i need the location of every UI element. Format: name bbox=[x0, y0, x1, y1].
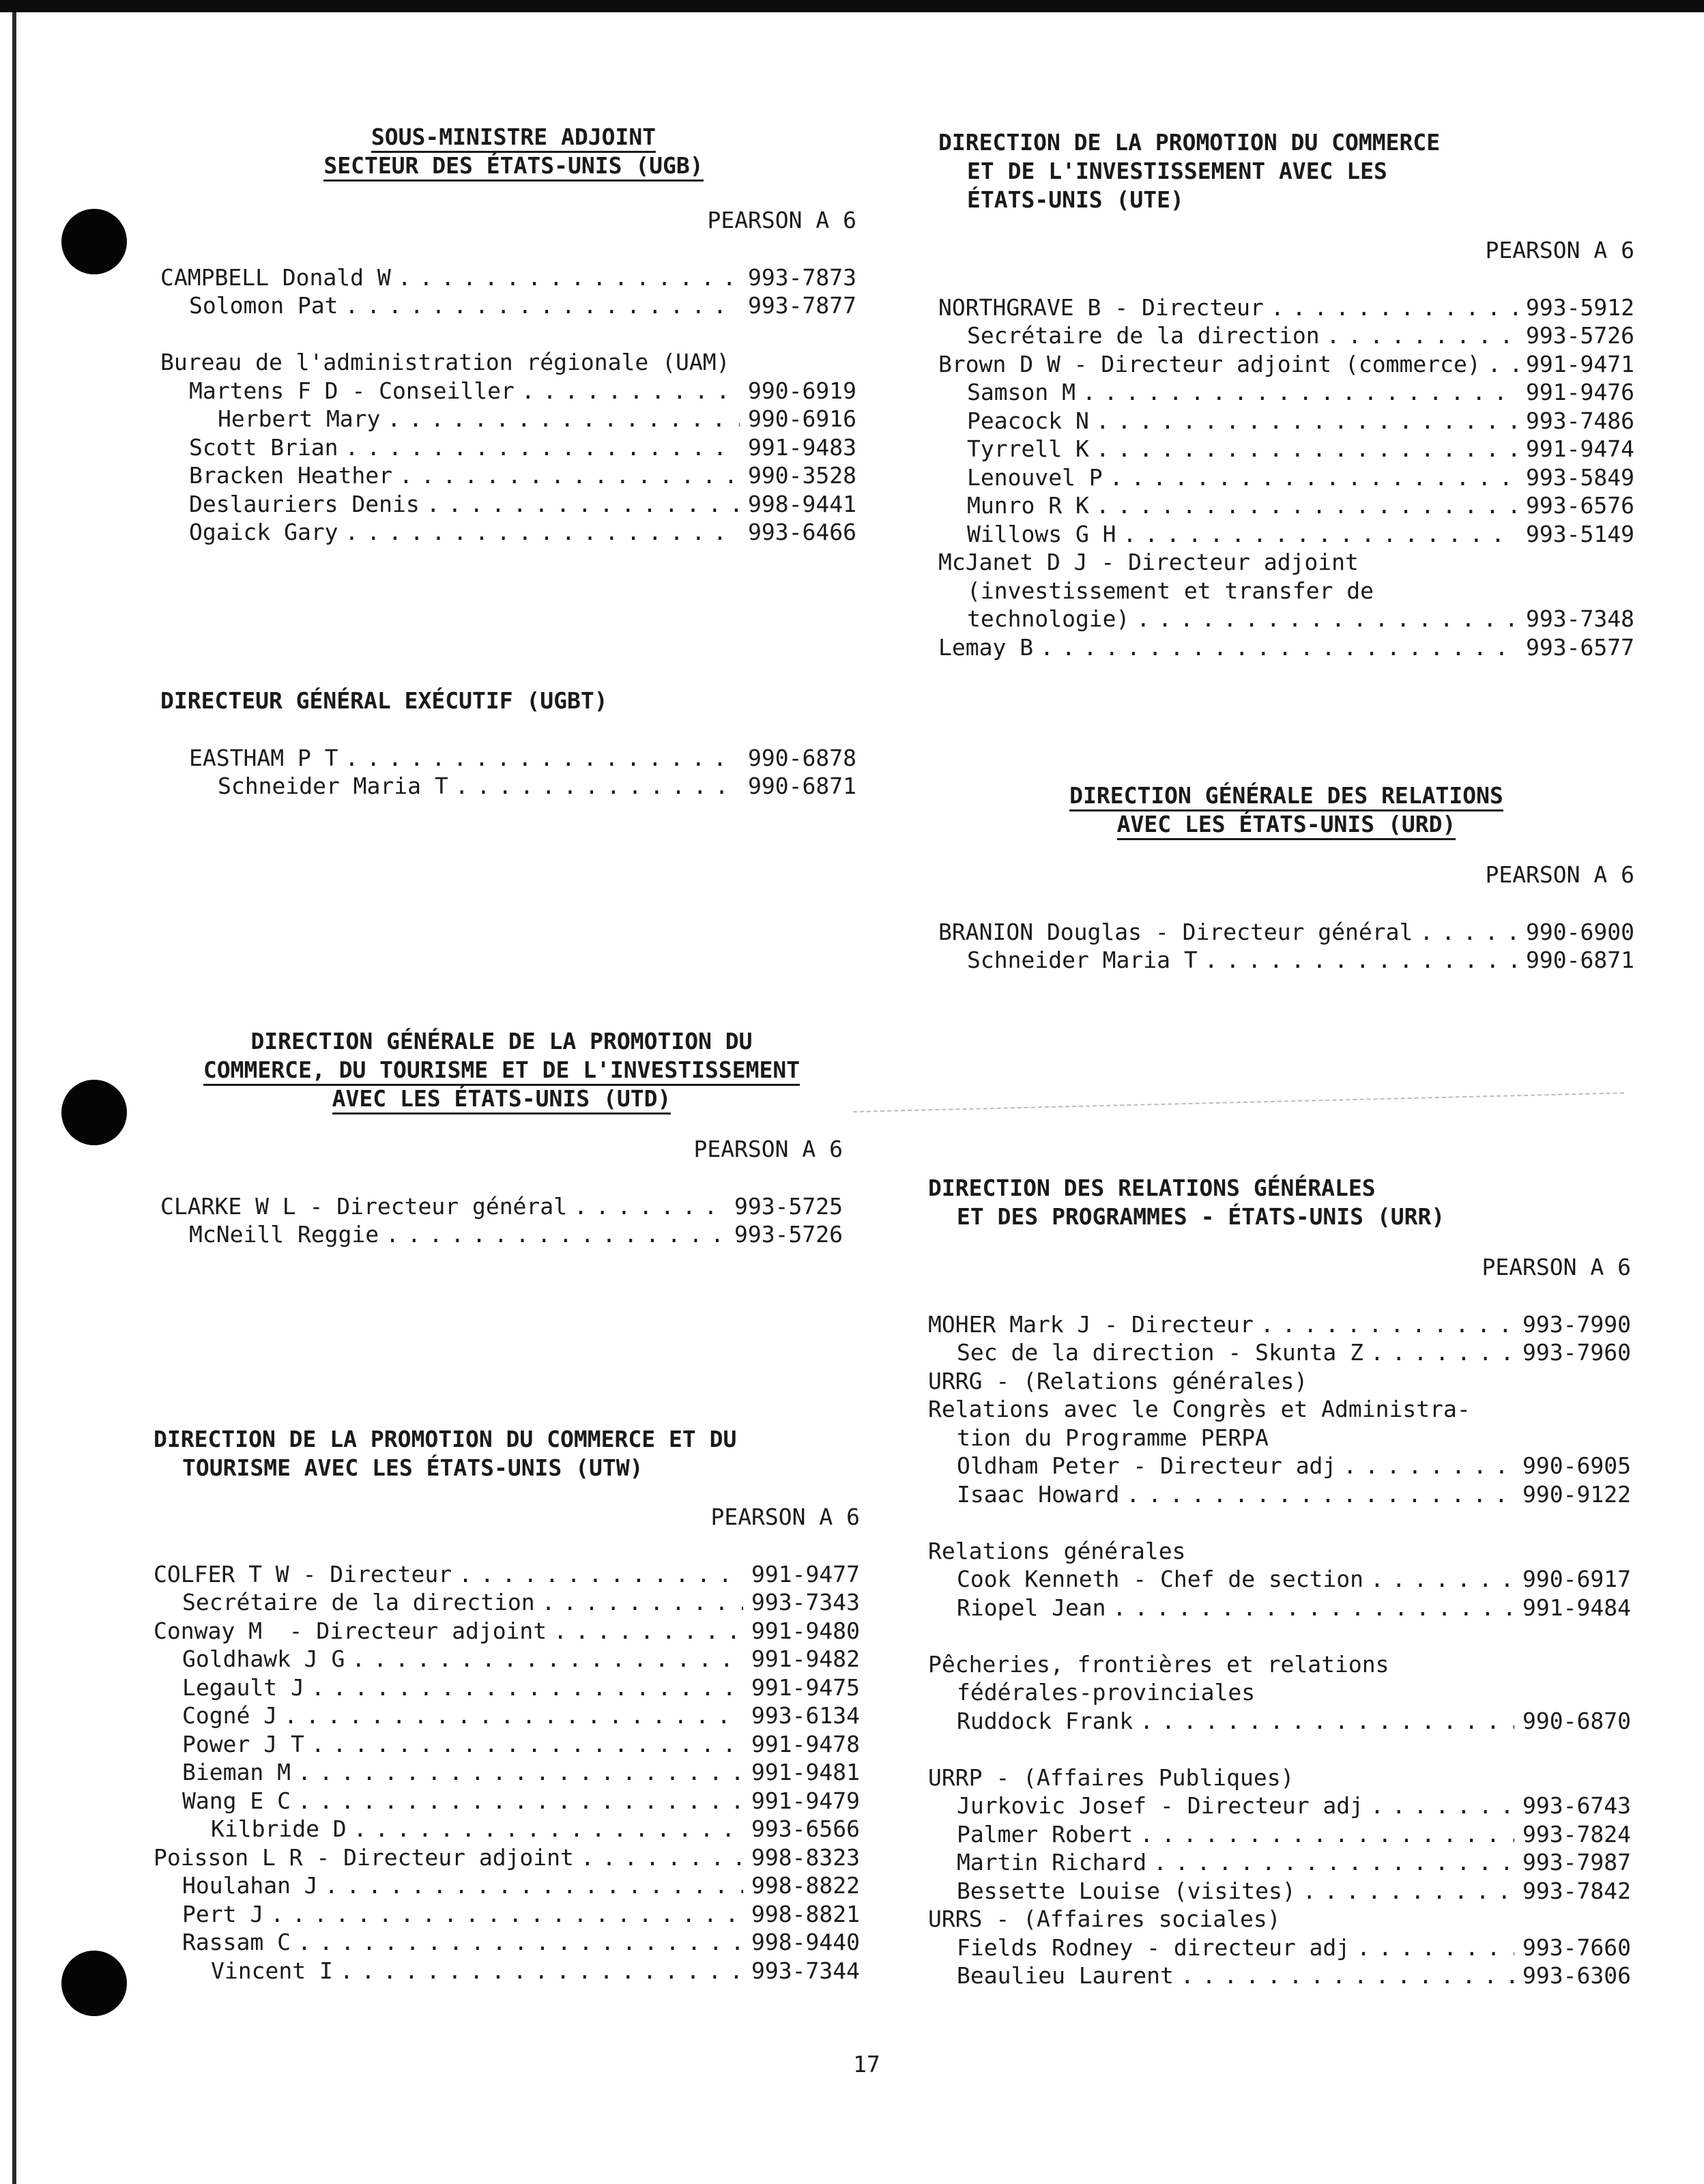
dot-leader bbox=[553, 1617, 743, 1646]
entry-name: Power J T bbox=[182, 1730, 304, 1757]
dot-leader bbox=[284, 1701, 743, 1730]
dot-leader bbox=[1082, 378, 1518, 407]
utd-title-line1: DIRECTION GÉNÉRALE DE LA PROMOTION DU bbox=[250, 1028, 753, 1054]
entry-name: Schneider Maria T bbox=[218, 773, 448, 799]
utw-entries bbox=[154, 1560, 860, 1985]
entry-phone: 993-7344 bbox=[751, 1957, 860, 1984]
binder-hole-top bbox=[61, 209, 127, 274]
entry-name: Cook Kenneth - Chef de section bbox=[957, 1566, 1364, 1592]
page-number: 17 bbox=[853, 2051, 880, 2078]
dot-leader bbox=[1181, 1962, 1514, 1990]
entry-phone: 991-9481 bbox=[751, 1759, 860, 1785]
entry-name: Scott Brian bbox=[189, 433, 338, 461]
entry-phone: 991-9483 bbox=[748, 433, 856, 461]
urrg-label: URRG - (Relations générales) bbox=[928, 1367, 1308, 1394]
section-utw bbox=[154, 1425, 860, 1985]
dot-leader bbox=[1096, 435, 1518, 463]
entry-phone: 991-9474 bbox=[1526, 435, 1634, 462]
dot-leader bbox=[1370, 1792, 1514, 1820]
dot-leader bbox=[1488, 350, 1518, 379]
entry-name: Tyrrell K bbox=[967, 435, 1089, 462]
section-ugb bbox=[160, 123, 867, 180]
entry-name: MOHER Mark J - Directeur bbox=[928, 1310, 1254, 1338]
directory-entry bbox=[928, 1848, 1631, 1877]
entry-phone: 990-6917 bbox=[1522, 1566, 1631, 1592]
entry-phone: 993-7343 bbox=[751, 1589, 860, 1615]
entry-name: Vincent I bbox=[211, 1957, 333, 1984]
utw-pearson: PEARSON A 6 bbox=[710, 1504, 860, 1530]
entry-phone: 993-7873 bbox=[748, 263, 856, 291]
entry-name: NORTHGRAVE B - Directeur bbox=[938, 293, 1264, 321]
congres-line2: tion du Programme PERPA bbox=[957, 1424, 1269, 1451]
peche-line2: fédérales-provinciales bbox=[957, 1679, 1256, 1706]
entry-name: Cogné J bbox=[182, 1702, 278, 1729]
entry-name: CAMPBELL Donald W bbox=[160, 263, 391, 291]
entry-phone: 991-9475 bbox=[751, 1673, 860, 1701]
entry-phone: 990-6871 bbox=[1526, 947, 1634, 973]
directory-entry bbox=[928, 1792, 1631, 1820]
directory-entry bbox=[160, 1220, 843, 1249]
directory-entry bbox=[160, 263, 856, 292]
entry-name: Conway M - Directeur adjoint bbox=[154, 1617, 547, 1644]
dot-leader bbox=[351, 1645, 743, 1673]
directory-entry bbox=[160, 744, 856, 773]
directory-entry bbox=[938, 605, 1634, 633]
entry-phone: 990-6871 bbox=[748, 773, 856, 799]
directory-entry bbox=[928, 1934, 1631, 1962]
utd-title-line3: AVEC LES ÉTATS-UNIS (UTD) bbox=[332, 1085, 672, 1115]
dot-leader bbox=[455, 772, 740, 801]
directory-entry bbox=[928, 1707, 1631, 1736]
urr-entries-a bbox=[928, 1310, 1631, 1367]
entry-phone: 993-5725 bbox=[734, 1192, 843, 1220]
entry-name: Beaulieu Laurent bbox=[957, 1962, 1174, 1989]
entry-phone: 993-7348 bbox=[1526, 605, 1634, 632]
dot-leader bbox=[345, 744, 740, 773]
ute-mcjanet-line2: (investissement et transfer de bbox=[967, 577, 1374, 604]
entry-phone: 991-9479 bbox=[751, 1787, 860, 1814]
dot-leader bbox=[1370, 1565, 1514, 1594]
entry-phone: 993-5849 bbox=[1526, 463, 1634, 491]
dot-leader bbox=[1327, 321, 1518, 350]
ute-entries-b bbox=[938, 605, 1634, 661]
scan-top-edge bbox=[0, 0, 1704, 12]
dot-leader bbox=[1110, 463, 1518, 492]
entry-phone: 990-6900 bbox=[1526, 918, 1634, 945]
entry-phone: 993-7824 bbox=[1522, 1820, 1631, 1848]
dot-leader bbox=[427, 490, 740, 519]
entry-name: Jurkovic Josef - Directeur adj bbox=[957, 1792, 1364, 1819]
dot-leader bbox=[1153, 1848, 1514, 1877]
entry-phone: 991-9471 bbox=[1526, 350, 1634, 377]
urrp-label: URRP - (Affaires Publiques) bbox=[928, 1764, 1295, 1791]
dot-leader bbox=[1370, 1338, 1514, 1367]
dot-leader bbox=[574, 1192, 726, 1221]
directory-entry bbox=[160, 433, 856, 462]
dot-leader bbox=[1357, 1934, 1514, 1962]
dot-leader bbox=[1040, 633, 1518, 662]
entry-phone: 998-9440 bbox=[751, 1929, 860, 1955]
directory-entry bbox=[160, 461, 856, 490]
entry-phone: 993-6566 bbox=[751, 1815, 860, 1842]
dot-leader bbox=[459, 1560, 743, 1589]
directory-entry bbox=[154, 1957, 860, 1985]
entry-phone: 993-5912 bbox=[1526, 293, 1634, 321]
directory-entry bbox=[938, 463, 1634, 492]
dot-leader bbox=[1260, 1310, 1514, 1339]
section-ute bbox=[938, 128, 1634, 661]
dot-leader bbox=[1140, 1707, 1514, 1736]
entry-name: Samson M bbox=[967, 379, 1075, 405]
urr-title-line1: DIRECTION DES RELATIONS GÉNÉRALES bbox=[928, 1175, 1376, 1201]
uam-label: Bureau de l'administration régionale (UAM) bbox=[160, 349, 730, 375]
urd-pearson: PEARSON A 6 bbox=[1485, 861, 1634, 888]
dot-leader bbox=[353, 1815, 743, 1843]
urd-title-line2: AVEC LES ÉTATS-UNIS (URD) bbox=[1117, 811, 1456, 840]
directory-entry bbox=[928, 1962, 1631, 1990]
entry-name: Goldhawk J G bbox=[182, 1646, 345, 1672]
entry-name: Secrétaire de la direction bbox=[182, 1589, 535, 1615]
congres-line1: Relations avec le Congrès et Administra- bbox=[928, 1396, 1471, 1422]
dot-leader bbox=[1271, 293, 1518, 322]
dot-leader bbox=[1140, 1820, 1514, 1849]
directory-entry bbox=[154, 1787, 860, 1815]
ute-title-line1: DIRECTION DE LA PROMOTION DU COMMERCE bbox=[938, 129, 1441, 156]
directory-entry bbox=[928, 1877, 1631, 1906]
dot-leader bbox=[1204, 946, 1518, 975]
directory-entry bbox=[938, 633, 1634, 662]
dot-leader bbox=[345, 433, 740, 462]
utd-entries bbox=[160, 1192, 843, 1249]
entry-phone: 993-5149 bbox=[1526, 520, 1634, 547]
ugb-title-line2: SECTEUR DES ÉTATS-UNIS (UGB) bbox=[323, 152, 703, 182]
directory-entry bbox=[160, 490, 856, 519]
dot-leader bbox=[542, 1588, 743, 1617]
urd-entries bbox=[938, 918, 1634, 975]
ute-mcjanet-line1: McJanet D J - Directeur adjoint bbox=[938, 549, 1359, 575]
entry-phone: 993-7486 bbox=[1526, 407, 1634, 434]
directory-entry bbox=[928, 1480, 1631, 1509]
ute-entries-a bbox=[938, 293, 1634, 549]
directory-entry bbox=[154, 1758, 860, 1787]
entry-name: Bessette Louise (visites) bbox=[957, 1877, 1296, 1904]
dot-leader bbox=[270, 1900, 743, 1929]
entry-name: Willows G H bbox=[967, 520, 1116, 547]
relgen-label: Relations générales bbox=[928, 1537, 1186, 1564]
section-urd bbox=[938, 781, 1634, 975]
entry-name: Bracken Heather bbox=[189, 462, 393, 489]
entry-phone: 998-9441 bbox=[748, 490, 856, 517]
entry-phone: 990-6919 bbox=[748, 377, 856, 404]
entry-name: Deslauriers Denis bbox=[189, 490, 420, 517]
entry-name: Palmer Robert bbox=[957, 1820, 1133, 1848]
entry-phone: 990-6916 bbox=[748, 405, 856, 432]
dot-leader bbox=[1136, 605, 1518, 633]
entry-name: Poisson L R - Directeur adjoint bbox=[154, 1843, 574, 1871]
directory-entry bbox=[938, 491, 1634, 520]
directory-entry bbox=[154, 1730, 860, 1759]
entry-name: Herbert Mary bbox=[218, 405, 381, 432]
entry-phone: 993-7877 bbox=[748, 292, 856, 319]
directory-entry bbox=[938, 293, 1634, 322]
dot-leader bbox=[398, 263, 740, 292]
entry-name: COLFER T W - Directeur bbox=[154, 1560, 452, 1587]
directory-entry bbox=[154, 1701, 860, 1730]
dot-leader bbox=[298, 1758, 743, 1787]
dot-leader bbox=[1096, 407, 1518, 435]
directory-entry bbox=[928, 1338, 1631, 1367]
entry-phone: 998-8822 bbox=[751, 1872, 860, 1899]
entry-name: Martin Richard bbox=[957, 1849, 1147, 1876]
directory-entry bbox=[160, 377, 856, 405]
directory-entry bbox=[154, 1673, 860, 1702]
binder-hole-middle bbox=[61, 1080, 127, 1145]
urr-entries-d bbox=[928, 1707, 1631, 1736]
peche-line1: Pêcheries, frontières et relations bbox=[928, 1650, 1389, 1678]
urr-title-line2: ET DES PROGRAMMES - ÉTATS-UNIS (URR) bbox=[957, 1203, 1445, 1230]
section-utd bbox=[160, 1027, 843, 1249]
entry-phone: 993-6577 bbox=[1526, 633, 1634, 661]
entry-phone: 993-7842 bbox=[1522, 1877, 1631, 1904]
entry-name: Oldham Peter - Directeur adj bbox=[957, 1452, 1337, 1479]
entry-name: Houlahan J bbox=[182, 1872, 318, 1899]
entry-phone: 993-6743 bbox=[1522, 1792, 1631, 1819]
urd-title-line1: DIRECTION GÉNÉRALE DES RELATIONS bbox=[1069, 782, 1503, 811]
entry-phone: 993-7987 bbox=[1522, 1849, 1631, 1876]
dot-leader bbox=[399, 461, 740, 490]
ugb-pearson: PEARSON A 6 bbox=[707, 207, 856, 233]
urr-entries-e bbox=[928, 1792, 1631, 1905]
dot-leader bbox=[345, 518, 740, 547]
directory-entry bbox=[928, 1594, 1631, 1622]
directory-entry bbox=[154, 1928, 860, 1957]
entry-phone: 990-3528 bbox=[748, 462, 856, 489]
directory-entry bbox=[154, 1815, 860, 1843]
utd-pearson: PEARSON A 6 bbox=[693, 1136, 843, 1162]
dot-leader bbox=[340, 1957, 743, 1985]
entry-phone: 990-9122 bbox=[1522, 1480, 1631, 1508]
entry-name: Isaac Howard bbox=[957, 1480, 1120, 1508]
dot-leader bbox=[521, 377, 740, 405]
directory-entry bbox=[160, 291, 856, 320]
entry-name: Sec de la direction - Skunta Z bbox=[957, 1339, 1364, 1366]
directory-entry bbox=[928, 1565, 1631, 1594]
directory-entry bbox=[154, 1843, 860, 1872]
entry-name: Legault J bbox=[182, 1673, 304, 1701]
ute-title-line3: ÉTATS-UNIS (UTE) bbox=[967, 186, 1184, 213]
entry-phone: 993-5726 bbox=[734, 1221, 843, 1248]
ugb-title-line1: SOUS-MINISTRE ADJOINT bbox=[371, 124, 656, 153]
entry-name: technologie) bbox=[967, 605, 1130, 632]
directory-entry bbox=[938, 321, 1634, 350]
entry-phone: 991-9476 bbox=[1526, 379, 1634, 405]
directory-entry bbox=[154, 1617, 860, 1646]
entry-phone: 993-6134 bbox=[751, 1702, 860, 1729]
directory-entry bbox=[160, 772, 856, 801]
urr-entries-b bbox=[928, 1452, 1631, 1508]
entry-name: Brown D W - Directeur adjoint (commerce) bbox=[938, 350, 1481, 377]
entry-phone: 991-9480 bbox=[751, 1617, 860, 1644]
dot-leader bbox=[1123, 520, 1518, 549]
entry-phone: 991-9482 bbox=[751, 1646, 860, 1672]
directory-entry bbox=[154, 1900, 860, 1929]
directory-entry bbox=[160, 518, 856, 547]
entry-name: Fields Rodney - directeur adj bbox=[957, 1934, 1351, 1961]
entry-name: Schneider Maria T bbox=[967, 947, 1198, 973]
directory-entry bbox=[154, 1560, 860, 1589]
entry-name: Lenouvel P bbox=[967, 463, 1103, 491]
urrs-label: URRS - (Affaires sociales) bbox=[928, 1906, 1281, 1932]
entry-phone: 993-6466 bbox=[748, 519, 856, 545]
dot-leader bbox=[298, 1928, 743, 1957]
entry-phone: 998-8821 bbox=[751, 1900, 860, 1927]
section-urr bbox=[928, 1174, 1631, 1990]
dot-leader bbox=[1343, 1452, 1514, 1480]
urr-pearson: PEARSON A 6 bbox=[1482, 1254, 1631, 1280]
entry-phone: 993-5726 bbox=[1526, 322, 1634, 349]
directory-entry bbox=[928, 1310, 1631, 1339]
dot-leader bbox=[311, 1730, 743, 1759]
dot-leader bbox=[1113, 1594, 1515, 1622]
directory-entry bbox=[154, 1871, 860, 1900]
directory-entry bbox=[938, 435, 1634, 463]
dot-leader bbox=[298, 1787, 743, 1815]
entry-name: Munro R K bbox=[967, 492, 1089, 519]
entry-name: Martens F D - Conseiller bbox=[189, 377, 515, 404]
dot-leader bbox=[1303, 1877, 1514, 1906]
dot-leader bbox=[387, 405, 740, 433]
dot-leader bbox=[345, 291, 740, 320]
entry-name: Secrétaire de la direction bbox=[967, 322, 1320, 349]
urr-entries-c bbox=[928, 1565, 1631, 1622]
entry-phone: 991-9477 bbox=[751, 1560, 860, 1587]
urr-entries-f bbox=[928, 1934, 1631, 1990]
directory-entry bbox=[928, 1452, 1631, 1480]
dot-leader bbox=[325, 1871, 743, 1900]
ugbt-entries bbox=[160, 744, 856, 801]
binder-hole-bottom bbox=[61, 1951, 127, 2016]
ute-title-line2: ET DE L'INVESTISSEMENT AVEC LES bbox=[967, 158, 1387, 184]
entry-phone: 993-7990 bbox=[1522, 1310, 1631, 1338]
directory-entry bbox=[938, 520, 1634, 549]
directory-entry bbox=[928, 1820, 1631, 1849]
entry-name: Solomon Pat bbox=[189, 292, 338, 319]
directory-entry bbox=[154, 1645, 860, 1673]
dot-leader bbox=[581, 1843, 743, 1872]
directory-entry bbox=[160, 1192, 843, 1221]
entry-name: Ruddock Frank bbox=[957, 1707, 1133, 1734]
entry-name: CLARKE W L - Directeur général bbox=[160, 1192, 568, 1220]
entry-phone: 991-9484 bbox=[1522, 1594, 1631, 1621]
entry-phone: 993-6576 bbox=[1526, 492, 1634, 519]
entry-phone: 991-9478 bbox=[751, 1730, 860, 1757]
section-ugbt bbox=[160, 687, 856, 801]
entry-name: BRANION Douglas - Directeur général bbox=[938, 918, 1413, 945]
entry-phone: 993-7660 bbox=[1522, 1934, 1631, 1961]
directory-entry bbox=[938, 946, 1634, 975]
entry-name: EASTHAM P T bbox=[189, 744, 338, 771]
entry-phone: 990-6870 bbox=[1522, 1707, 1631, 1734]
directory-entry bbox=[938, 407, 1634, 435]
directory-entry bbox=[938, 918, 1634, 947]
entry-phone: 990-6878 bbox=[748, 744, 856, 771]
ugb-body bbox=[160, 206, 856, 547]
scan-left-edge bbox=[12, 12, 16, 2184]
directory-entry bbox=[938, 378, 1634, 407]
entry-phone: 993-7960 bbox=[1522, 1339, 1631, 1366]
directory-entry bbox=[160, 405, 856, 433]
dot-leader bbox=[1096, 491, 1518, 520]
entry-phone: 998-8323 bbox=[751, 1843, 860, 1871]
dot-leader bbox=[386, 1220, 726, 1249]
dot-leader bbox=[1126, 1480, 1514, 1509]
utw-title-line2: TOURISME AVEC LES ÉTATS-UNIS (UTW) bbox=[182, 1454, 644, 1481]
ute-pearson: PEARSON A 6 bbox=[1485, 237, 1634, 263]
utw-title-line1: DIRECTION DE LA PROMOTION DU COMMERCE ET DU bbox=[154, 1426, 737, 1452]
entry-name: Bieman M bbox=[182, 1759, 291, 1785]
entry-name: McNeill Reggie bbox=[189, 1221, 379, 1248]
entry-name: Peacock N bbox=[967, 407, 1089, 434]
directory-entry bbox=[938, 350, 1634, 379]
scan-artifact-line bbox=[853, 1092, 1624, 1112]
entry-phone: 990-6905 bbox=[1522, 1452, 1631, 1479]
entry-name: Rassam C bbox=[182, 1929, 291, 1955]
entry-name: Wang E C bbox=[182, 1787, 291, 1814]
utd-title-line2: COMMERCE, DU TOURISME ET DE L'INVESTISSEMENT bbox=[203, 1057, 800, 1086]
ugbt-title: DIRECTEUR GÉNÉRAL EXÉCUTIF (UGBT) bbox=[160, 687, 608, 714]
entry-name: Pert J bbox=[182, 1900, 264, 1927]
dot-leader bbox=[311, 1673, 743, 1702]
entry-phone: 993-6306 bbox=[1522, 1962, 1631, 1989]
entry-name: Lemay B bbox=[938, 633, 1034, 661]
dot-leader bbox=[1419, 918, 1518, 947]
entry-name: Ogaick Gary bbox=[189, 519, 338, 545]
ugb-entries bbox=[160, 263, 856, 320]
uam-entries bbox=[160, 377, 856, 547]
entry-name: Kilbride D bbox=[211, 1815, 347, 1842]
entry-name: Riopel Jean bbox=[957, 1594, 1106, 1621]
directory-entry bbox=[154, 1588, 860, 1617]
